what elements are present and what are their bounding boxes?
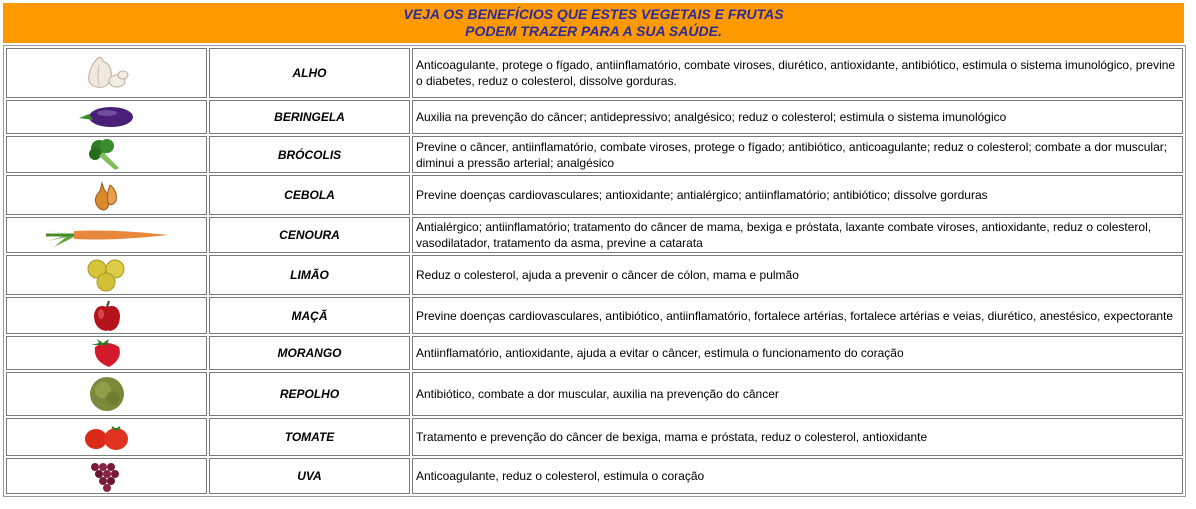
vegetable-name: BRÓCOLIS [209,136,410,173]
vegetable-name: BERINGELA [209,100,410,134]
icon-cell [6,48,207,98]
garlic-icon [83,53,131,93]
icon-cell [6,175,207,215]
vegetable-name: MORANGO [209,336,410,370]
carrot-icon [44,221,170,249]
table-row [6,297,1183,334]
strawberry-icon [87,337,127,369]
benefits-text: Previne o câncer, antiinflamatório, combate viroses, protege o fígado; antibiótico, anticoagulante; reduz o colesterol; combate a dor muscular; diminui a pressão arterial; analgésico [412,136,1183,173]
benefits-text: Anticoagulante, protege o fígado, antiinflamatório, combate viroses, diurético, antioxidante, antibiótico, estimula o sistema imunológico, previne o diabetes, reduz o colesterol, dissolve gorduras. [412,48,1183,98]
table-row [6,175,1183,215]
broccoli-icon [87,138,127,172]
table-row [6,336,1183,370]
benefits-text: Previne doenças cardiovasculares, antibiótico, antiinflamatório, fortalece artérias, fortalece artérias e veias, diurético, anestésico, expectorante [412,297,1183,334]
vegetable-name: TOMATE [209,418,410,456]
table-row [6,48,1183,98]
table-row [6,418,1183,456]
vegetable-name: LIMÃO [209,255,410,295]
apple-icon [90,299,124,333]
benefits-text: Anticoagulante, reduz o colesterol, estimula o coração [412,458,1183,494]
benefits-text: Previne doenças cardiovasculares; antioxidante; antialérgico; antiinflamatório; antibiótico; dissolve gorduras [412,175,1183,215]
icon-cell [6,418,207,456]
grapes-icon [87,459,127,493]
vegetable-name: MAÇÃ [209,297,410,334]
table-row [6,100,1183,134]
benefits-text: Antiinflamatório, antioxidante, ajuda a evitar o câncer, estimula o funcionamento do coração [412,336,1183,370]
table-row [6,458,1183,494]
icon-cell [6,100,207,134]
cabbage-icon [85,374,129,414]
vegetable-name: UVA [209,458,410,494]
header-line-1: VEJA OS BENEFÍCIOS QUE ESTES VEGETAIS E FRUTAS [403,6,784,22]
lemon-icon [85,257,129,293]
icon-cell [6,136,207,173]
table-row [6,136,1183,173]
eggplant-icon [77,104,137,130]
benefits-text: Antialérgico; antiinflamatório; tratamento do câncer de mama, bexiga e próstata, laxante combate viroses, antioxidante, reduz o colesterol, vasodilatador, tratamento da asma, previne a catarata [412,217,1183,253]
table-row [6,217,1183,253]
table-row [6,372,1183,416]
page-header [3,3,1184,43]
icon-cell [6,458,207,494]
vegetable-name: CENOURA [209,217,410,253]
vegetable-name: ALHO [209,48,410,98]
vegetable-name: REPOLHO [209,372,410,416]
tomato-icon [82,421,132,453]
icon-cell [6,336,207,370]
benefits-text: Reduz o colesterol, ajuda a prevenir o câncer de cólon, mama e pulmão [412,255,1183,295]
table-row [6,255,1183,295]
onion-icon [90,177,124,213]
benefits-text: Antibiótico, combate a dor muscular, auxilia na prevenção do câncer [412,372,1183,416]
benefits-table [3,45,1186,497]
icon-cell [6,255,207,295]
benefits-text: Auxilia na prevenção do câncer; antidepressivo; analgésico; reduz o colesterol; estimula o sistema imunológico [412,100,1183,134]
icon-cell [6,372,207,416]
icon-cell [6,297,207,334]
vegetable-name: CEBOLA [209,175,410,215]
icon-cell [6,217,207,253]
header-line-2: PODEM TRAZER PARA A SUA SAÚDE. [465,23,722,39]
benefits-text: Tratamento e prevenção do câncer de bexiga, mama e próstata, reduz o colesterol, antioxidante [412,418,1183,456]
